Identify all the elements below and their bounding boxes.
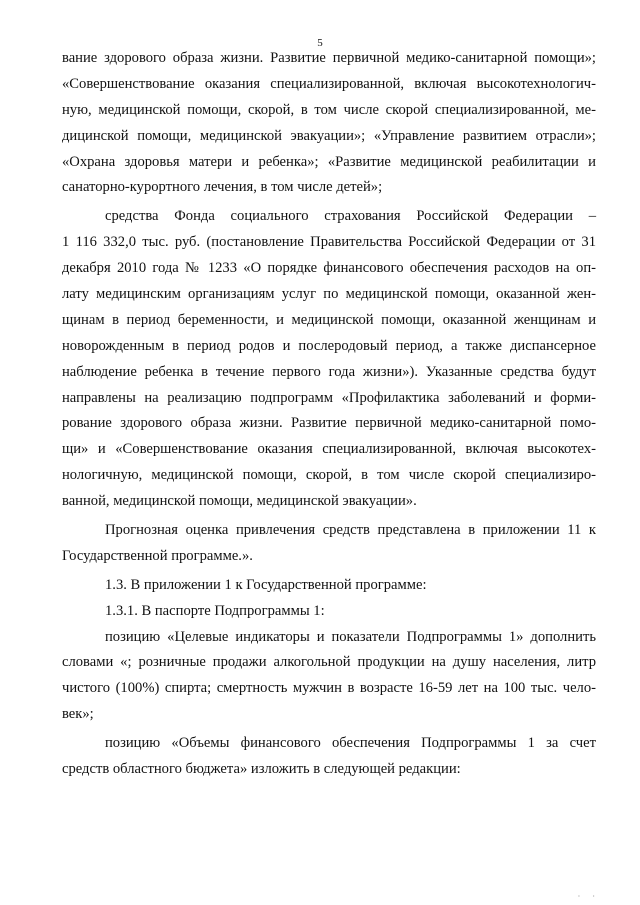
text-line: рование здорового образа жизни. Развитие первичной медико-санитарной помо- (62, 415, 596, 432)
text-line: щи» и «Совершенствование оказания специализированной, включая высокотех- (62, 441, 596, 458)
text-line: новорожденным в период родов и послеродовый период, а также диспансерное (62, 337, 596, 354)
text-line: дицинской помощи, медицинской эвакуации»; «Управление развитием отрасли»; (62, 127, 596, 144)
text-line: ванной, медицинской помощи, медицинской эвакуации». (62, 493, 417, 510)
text-line: направлены на реализацию подпрограмм «Профилактика заболеваний и форми- (62, 389, 596, 406)
text-line: век»; (62, 706, 94, 723)
text-line: санаторно-курортного лечения, в том числе детей»; (62, 179, 383, 196)
text-line: декабря 2010 года № 1233 «О порядке финансового обеспечения расходов на оп- (62, 260, 596, 277)
text-line: словами «; розничные продажи алкогольной продукции на душу населения, литр (62, 654, 596, 671)
text-line: ную, медицинской помощи, скорой, в том числе скорой специализированной, ме- (62, 101, 596, 118)
text-line: Прогнозная оценка привлечения средств представлена в приложении 11 к (105, 522, 596, 539)
text-line: нологичную, медицинской помощи, скорой, в том числе скорой специализиро- (62, 467, 596, 484)
text-line: 1 116 332,0 тыс. руб. (постановление Правительства Российской Федерации от 31 (62, 234, 596, 251)
text-line: позицию «Объемы финансового обеспечения Подпрограммы 1 за счет (105, 735, 596, 752)
text-line: наблюдение ребенка в течение первого года жизни»). Указанные средства будут (62, 363, 596, 380)
text-line: лату медицинским организациям услуг по медицинской помощи, оказанной жен- (62, 286, 596, 303)
text-line: вание здорового образа жизни. Развитие первичной медико-санитарной помощи»; (62, 50, 596, 66)
text-line: Государственной программе.». (62, 547, 253, 564)
footer-mark: · · (577, 892, 600, 901)
text-line: «Совершенствование оказания специализированной, включая высокотехнологич- (62, 75, 596, 92)
text-line: 1.3.1. В паспорте Подпрограммы 1: (105, 602, 325, 619)
text-line: средств областного бюджета» изложить в следующей редакции: (62, 761, 461, 778)
text-line: «Охрана здоровья матери и ребенка»; «Развитие медицинской реабилитации и (62, 153, 596, 170)
text-line: средства Фонда социального страхования Российской Федерации – (105, 208, 596, 225)
document-body (62, 46, 596, 783)
text-line: позицию «Целевые индикаторы и показатели Подпрограммы 1» дополнить (105, 628, 596, 645)
page-number: 5 (317, 37, 323, 49)
text-line: чистого (100%) спирта; смертность мужчин в возрасте 16-59 лет на 100 тыс. чело- (62, 680, 596, 697)
text-line: щинам в период беременности, и медицинской помощи, оказанной женщинам и (62, 311, 596, 328)
text-line: 1.3. В приложении 1 к Государственной программе: (105, 576, 427, 593)
